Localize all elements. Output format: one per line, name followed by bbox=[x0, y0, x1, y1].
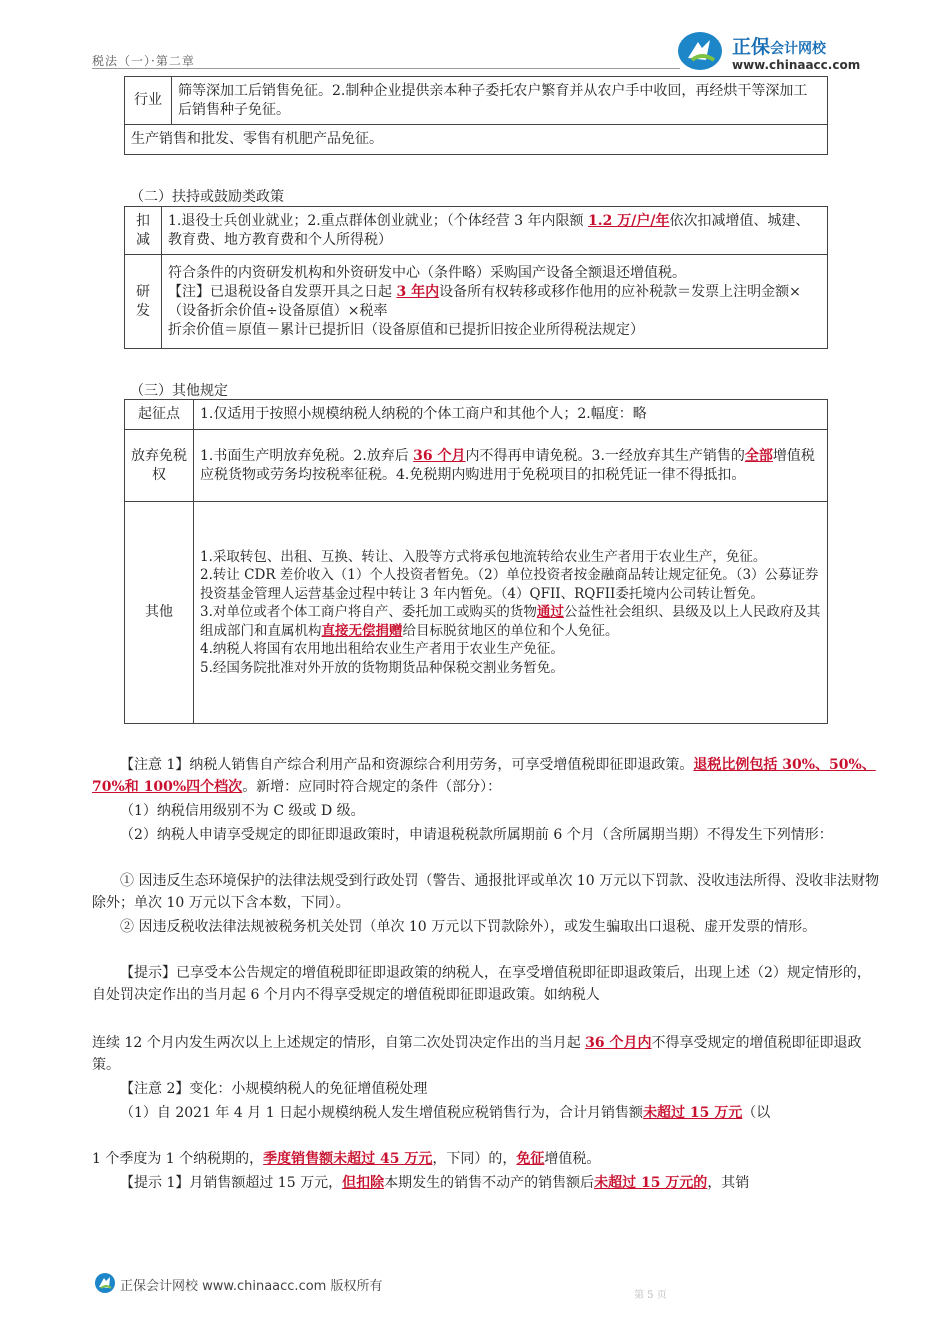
header-breadcrumb: 税法（一）·第二章 bbox=[92, 54, 195, 68]
page-number: 第 5 页 bbox=[634, 1290, 667, 1301]
table-row bbox=[125, 430, 828, 502]
note-item: （1）纳税信用级别不为 C 级或 D 级。 bbox=[120, 803, 365, 819]
row-text: 筛等深加工后销售免征。2.制种企业提供亲本种子委托农户繁育并从农户手中收回，再经烘干等深加工后销售种子免征。 bbox=[172, 77, 828, 125]
note-item: 1 个季度为 1 个纳税期的，季度销售额未超过 45 万元，下同）的，免征增值税。 bbox=[92, 1151, 601, 1167]
row-label: 行业 bbox=[125, 77, 172, 125]
note-2: 【注意 2】变化：小规模纳税人的免征增值税处理 bbox=[120, 1081, 428, 1097]
brand-logo[interactable] bbox=[676, 28, 866, 76]
row-text: 生产销售和批发、零售有机肥产品免征。 bbox=[125, 125, 828, 155]
header-divider bbox=[92, 68, 680, 69]
table-row bbox=[125, 255, 828, 349]
section-title: （二）扶持或鼓励类政策 bbox=[130, 189, 284, 205]
table-row bbox=[125, 77, 828, 125]
table-other-rules bbox=[124, 399, 828, 724]
row-text: 符合条件的内资研发机构和外资研发中心（条件略）采购国产设备全额退还增值税。 【注】已退税设备自发票开具之日起 3 年内设备所有权转移或移作他用的应补税款＝发票上注明金额×（设备折余价值÷设备原值）×税率 折余价值＝原值－累计已提折旧（设备原值和已提折旧按企业所得税法规定） bbox=[162, 255, 828, 349]
note-item: （2）纳税人申请享受规定的即征即退政策时，申请退税税款所属期前 6 个月（含所属期当期）不得发生下列情形： bbox=[120, 827, 833, 843]
logo-icon bbox=[676, 30, 724, 72]
footer bbox=[94, 1272, 424, 1296]
row-label: 起征点 bbox=[125, 400, 194, 430]
row-text: 1.采取转包、出租、互换、转让、入股等方式将承包地流转给农业生产者用于农业生产，免征。 2.转让 CDR 差价收入（1）个人投资者暂免。（2）单位投资者按金融商品转让规定征免。（3）公募证券投资基金管理人运营基金过程中转让 3 年内暂免。（4）QFII、RQFII委托境内公司转让暂免。 3.对单位或者个体工商户将自产、委托加工或购买的货物通过公益性社会组织、县级及以上人民政府及其组成部门和直属机构直接无偿捐赠给目标脱贫地区的单位和个人免征。 4.纳税人将国有农用地出租给农业生产者用于农业生产免征。 5.经国务院批准对外开放的货物期货品种保税交割业务暂免。 bbox=[194, 502, 828, 724]
row-label: 其他 bbox=[125, 502, 194, 724]
table-row bbox=[125, 125, 828, 155]
note-item: ② 因违反税收法律法规被税务机关处罚（单次 10 万元以下罚款除外），或发生骗取出口退税、虚开发票的情形。 bbox=[120, 919, 817, 935]
table-row bbox=[125, 207, 828, 255]
note-1: 【注意 1】纳税人销售自产综合利用产品和资源综合利用劳务，可享受增值税即征即退政策。退税比例包括 30%、50%、70%和 100%四个档次。新增：应同时符合规定的条件（部分）： bbox=[92, 757, 876, 795]
note-item: ① 因违反生态环境保护的法律法规受到行政处罚（警告、通报批评或单次 10 万元以下罚款、没收违法所得、没收非法财物除外；单次 10 万元以下含本数，下同）。 bbox=[92, 873, 880, 911]
table-row bbox=[125, 502, 828, 724]
row-text: 1.退役士兵创业就业；2.重点群体创业就业；（个体经营 3 年内限额 1.2 万/户/年依次扣减增值、城建、教育费、地方教育费和个人所得税） bbox=[162, 207, 828, 255]
logo-url: www.chinaacc.com bbox=[732, 58, 861, 72]
table-support-policies bbox=[124, 206, 828, 349]
row-text: 1.书面生产明放弃免税。2.放弃后 36 个月内不得再申请免税。3.一经放弃其生产销售的全部增值税应税货物或劳务均按税率征税。4.免税期内购进用于免税项目的扣税凭证一律不得抵扣。 bbox=[194, 430, 828, 502]
note-item: （1）自 2021 年 4 月 1 日起小规模纳税人发生增值税应税销售行为，合计月销售额未超过 15 万元（以 bbox=[120, 1105, 771, 1121]
row-label: 扣减 bbox=[125, 207, 162, 255]
logo-name: 正保会计网校 bbox=[732, 36, 827, 58]
tip-1: 【提示 1】月销售额超过 15 万元，但扣除本期发生的销售不动产的销售额后未超过 15 万元的，其销 bbox=[120, 1175, 750, 1191]
footer-text: 正保会计网校 www.chinaacc.com 版权所有 bbox=[120, 1279, 383, 1294]
row-label: 放弃免税权 bbox=[125, 430, 194, 502]
section-title: （三）其他规定 bbox=[130, 383, 228, 399]
row-label: 研发 bbox=[125, 255, 162, 349]
tip: 【提示】已享受本公告规定的增值税即征即退政策的纳税人，在享受增值税即征即退政策后，出现上述（2）规定情形的，自处罚决定作出的当月起 6 个月内不得享受规定的增值税即征即退政策。如纳税人 bbox=[92, 965, 871, 1003]
table-row bbox=[125, 400, 828, 430]
table-exemption-continued bbox=[124, 76, 828, 155]
tip-continued: 连续 12 个月内发生两次以上上述规定的情形，自第二次处罚决定作出的当月起 36 个月内不得享受规定的增值税即征即退政策。 bbox=[92, 1035, 862, 1073]
row-text: 1.仅适用于按照小规模纳税人纳税的个体工商户和其他个人；2.幅度：略 bbox=[194, 400, 828, 430]
footer-logo-icon bbox=[94, 1272, 116, 1294]
